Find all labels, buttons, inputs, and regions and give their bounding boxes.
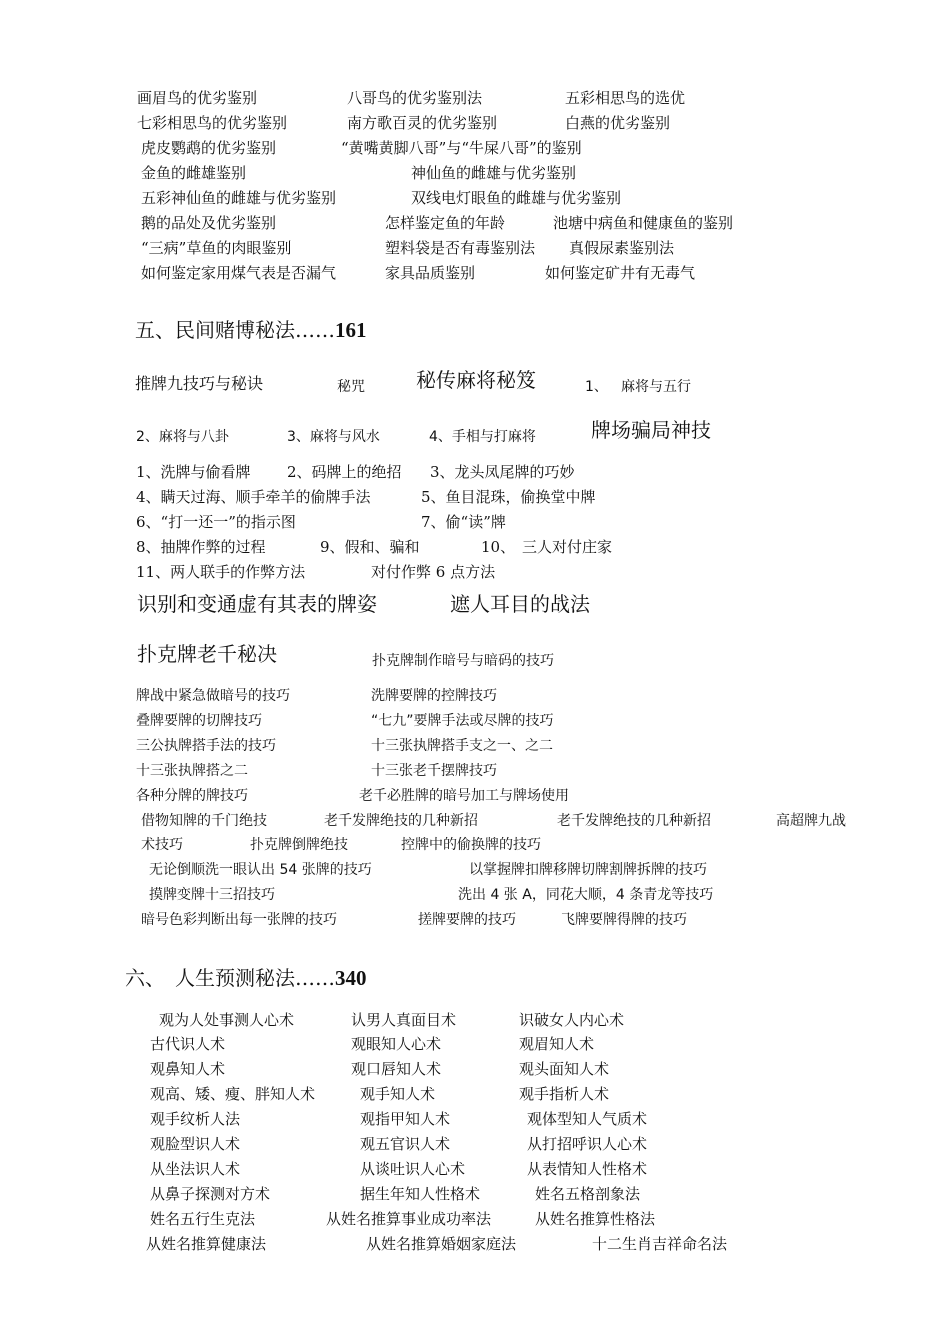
section-title: 人生预测秘法…… xyxy=(175,966,335,990)
list-item: 五彩神仙鱼的雌雄与优劣鉴别 xyxy=(141,189,337,207)
list-item: 11、两人联手的作弊方法 xyxy=(136,563,306,581)
list-item: 观高、矮、瘦、胖知人术 xyxy=(150,1085,316,1103)
list-item: 观五官识人术 xyxy=(360,1135,451,1153)
section-title: 五、民间赌博秘法…… xyxy=(135,318,335,342)
list-item: 推牌九技巧与秘诀 xyxy=(135,374,264,393)
list-item: 观指甲知人术 xyxy=(360,1110,451,1128)
list-item: “三病”草鱼的肉眼鉴别 xyxy=(141,239,292,257)
list-item: 认男人真面目术 xyxy=(351,1011,457,1029)
list-item: 1、洗牌与偷看牌 xyxy=(136,463,251,481)
list-item: 观眉知人术 xyxy=(519,1035,595,1053)
list-item: 从鼻子探测对方术 xyxy=(150,1185,271,1203)
list-item: 观手知人术 xyxy=(360,1085,436,1103)
list-item: 老千发牌绝技的几种新招 xyxy=(557,813,711,829)
list-item: 控牌中的偷换牌的技巧 xyxy=(401,837,541,853)
list-item: 洗出 4 张 A，同花大顺，4 条青龙等技巧 xyxy=(458,887,714,903)
list-item: 画眉鸟的优劣鉴别 xyxy=(137,89,258,107)
list-item: 观头面知人术 xyxy=(519,1060,610,1078)
list-item: 虎皮鹦鹉的优劣鉴别 xyxy=(141,139,277,157)
list-item: 识破女人内心术 xyxy=(519,1011,625,1029)
list-item: 从谈吐识人心术 xyxy=(360,1160,466,1178)
list-item: 秘咒 xyxy=(337,379,365,395)
list-item: 遮人耳目的战法 xyxy=(450,592,590,616)
list-item: “七九”要牌手法或尽牌的技巧 xyxy=(371,713,554,729)
list-item: 2、码牌上的绝招 xyxy=(287,463,402,481)
list-item: 塑料袋是否有毒鉴别法 xyxy=(385,239,536,257)
list-item: 麻将与五行 xyxy=(621,379,691,395)
list-item: 观鼻知人术 xyxy=(150,1060,226,1078)
list-item: 老千必胜牌的暗号加工与牌场使用 xyxy=(359,788,569,804)
list-item: 白燕的优劣鉴别 xyxy=(565,114,671,132)
list-item: 十二生肖吉祥命名法 xyxy=(592,1235,728,1253)
list-item: 3、龙头凤尾牌的巧妙 xyxy=(430,463,575,481)
list-item: 五彩相思鸟的选优 xyxy=(565,89,686,107)
list-item: 鹅的品处及优劣鉴别 xyxy=(141,214,277,232)
subsection-title: 扑克牌老千秘决 xyxy=(137,642,277,666)
section-number: 六、 xyxy=(125,966,165,990)
list-item: 双线电灯眼鱼的雌雄与优劣鉴别 xyxy=(411,189,622,207)
list-item: 各种分牌的牌技巧 xyxy=(136,788,248,804)
list-item: 10、 xyxy=(481,538,516,556)
list-item: 十三张老千摆牌技巧 xyxy=(371,763,497,779)
list-item: 怎样鉴定鱼的年龄 xyxy=(385,214,506,232)
list-item: 以掌握牌扣牌移牌切牌割牌拆牌的技巧 xyxy=(469,862,707,878)
list-item: 3、麻将与风水 xyxy=(287,429,380,445)
list-item: 观口唇知人术 xyxy=(351,1060,442,1078)
list-item: 观手指析人术 xyxy=(519,1085,610,1103)
section-heading xyxy=(125,966,367,990)
list-item: 1、 xyxy=(585,379,608,395)
list-item: 5、鱼目混珠，偷换堂中牌 xyxy=(421,488,596,506)
list-item: “黄嘴黄脚八哥”与“牛屎八哥”的鉴别 xyxy=(341,139,582,157)
list-item: 8、抽牌作弊的过程 xyxy=(136,538,266,556)
list-item: 高超牌九战 xyxy=(776,813,846,829)
list-item: 牌场骗局神技 xyxy=(591,418,711,442)
list-item: 洗牌要牌的控牌技巧 xyxy=(371,688,497,704)
list-item: 2、麻将与八卦 xyxy=(136,429,229,445)
section-page-number: 340 xyxy=(335,966,367,990)
list-item: 扑克牌制作暗号与暗码的技巧 xyxy=(372,653,554,669)
list-item: 十三张执牌搭之二 xyxy=(136,763,248,779)
list-item: 观手纹析人法 xyxy=(150,1110,241,1128)
list-item: 借物知牌的千门绝技 xyxy=(141,813,267,829)
list-item: 9、假和、骗和 xyxy=(320,538,420,556)
list-item: 观眼知人心术 xyxy=(351,1035,442,1053)
list-item: 扑克牌倒牌绝技 xyxy=(250,837,348,853)
list-item: 飞牌要牌得牌的技巧 xyxy=(561,912,687,928)
list-item: 7、偷“读”牌 xyxy=(421,513,506,531)
list-item: 古代识人术 xyxy=(150,1035,226,1053)
section-heading xyxy=(135,318,367,342)
list-item: 从打招呼识人心术 xyxy=(527,1135,648,1153)
list-item: 八哥鸟的优劣鉴别法 xyxy=(347,89,483,107)
list-item: 池塘中病鱼和健康鱼的鉴别 xyxy=(553,214,734,232)
list-item: 从表情知人性格术 xyxy=(527,1160,648,1178)
list-item: 无论倒顺洗一眼认出 54 张牌的技巧 xyxy=(149,862,372,878)
list-item: 姓名五格剖象法 xyxy=(535,1185,641,1203)
list-item: 如何鉴定家用煤气表是否漏气 xyxy=(141,264,337,282)
list-item: 三人对付庄家 xyxy=(522,538,613,556)
list-item: 术技巧 xyxy=(141,837,183,853)
list-item: 观为人处事测人心术 xyxy=(159,1011,295,1029)
list-item: 牌战中紧急做暗号的技巧 xyxy=(136,688,290,704)
list-item: 真假尿素鉴别法 xyxy=(569,239,675,257)
list-item: 观体型知人气质术 xyxy=(527,1110,648,1128)
list-item: 秘传麻将秘笈 xyxy=(416,368,536,392)
list-item: 对付作弊 6 点方法 xyxy=(371,563,496,581)
list-item: 神仙鱼的雌雄与优劣鉴别 xyxy=(411,164,577,182)
list-item: 十三张执牌搭手支之一、之二 xyxy=(371,738,553,754)
list-item: 如何鉴定矿井有无毒气 xyxy=(545,264,696,282)
list-item: 南方歌百灵的优劣鉴别 xyxy=(347,114,498,132)
list-item: 姓名五行生克法 xyxy=(150,1210,256,1228)
list-item: 金鱼的雌雄鉴别 xyxy=(141,164,247,182)
list-item: 叠牌要牌的切牌技巧 xyxy=(136,713,262,729)
list-item: 6、“打一还一”的指示图 xyxy=(136,513,296,531)
list-item: 据生年知人性格术 xyxy=(360,1185,481,1203)
list-item: 从姓名推算性格法 xyxy=(535,1210,656,1228)
list-item: 4、手相与打麻将 xyxy=(429,429,536,445)
list-item: 三公执牌搭手法的技巧 xyxy=(136,738,276,754)
list-item: 暗号色彩判断出每一张牌的技巧 xyxy=(141,912,337,928)
list-item: 从姓名推算健康法 xyxy=(146,1235,267,1253)
list-item: 七彩相思鸟的优劣鉴别 xyxy=(137,114,288,132)
section-page-number: 161 xyxy=(335,318,367,342)
list-item: 搓牌要牌的技巧 xyxy=(418,912,516,928)
list-item: 4、瞒天过海、顺手牵羊的偷牌手法 xyxy=(136,488,371,506)
list-item: 识别和变通虚有其表的牌姿 xyxy=(137,592,377,616)
list-item: 从坐法识人术 xyxy=(150,1160,241,1178)
list-item: 观脸型识人术 xyxy=(150,1135,241,1153)
list-item: 家具品质鉴别 xyxy=(385,264,476,282)
list-item: 老千发牌绝技的几种新招 xyxy=(324,813,478,829)
list-item: 摸牌变牌十三招技巧 xyxy=(149,887,275,903)
list-item: 从姓名推算事业成功率法 xyxy=(326,1210,492,1228)
list-item: 从姓名推算婚姻家庭法 xyxy=(366,1235,517,1253)
